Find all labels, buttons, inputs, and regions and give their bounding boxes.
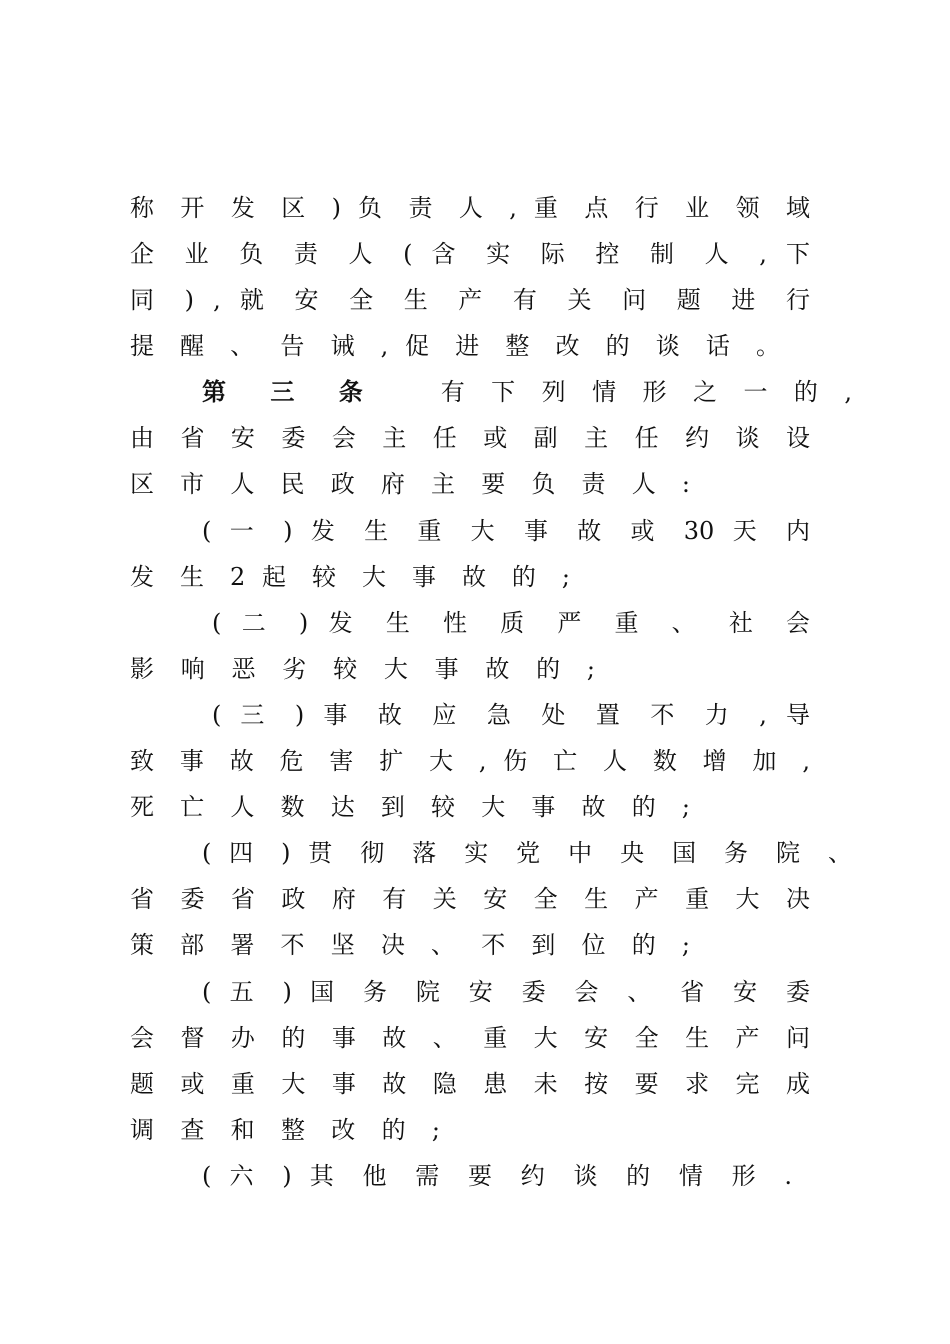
item-six-line-1: ( 六 ) 其 他 需 要 约 谈 的 情 形 . [202,1162,792,1190]
item-five-line-3: 题 或 重 大 事 故 隐 患 未 按 要 求 完 成 [130,1070,810,1098]
article-three-line [202,374,852,410]
item-one-line-2: 发 生 2 起 较 大 事 故 的 ; [130,563,570,591]
item-two-line-1: ( 二 ) 发 生 性 质 严 重 、 社 会 [212,609,810,637]
text-line-1: 称 开 发 区 ) 负 责 人 , 重 点 行 业 领 域 [130,194,810,222]
item-five-line-1: ( 五 ) 国 务 院 安 委 会 、 省 安 委 [202,978,810,1006]
item-three-line-3: 死 亡 人 数 达 到 较 大 事 故 的 ; [130,793,690,821]
item-two-line-2: 影 响 恶 劣 较 大 事 故 的 ; [130,655,595,683]
item-five-line-2: 会 督 办 的 事 故 、 重 大 安 全 生 产 问 [130,1024,810,1052]
item-four-line-2: 省 委 省 政 府 有 关 安 全 生 产 重 大 决 [130,885,810,913]
text-line-2: 企 业 负 责 人 ( 含 实 际 控 制 人 , 下 [130,240,810,268]
item-four-line-3: 策 部 署 不 坚 决 、 不 到 位 的 ; [130,931,690,959]
item-three-line-2: 致 事 故 危 害 扩 大 , 伤 亡 人 数 增 加 , [130,747,810,775]
text-line-3: 同 ) , 就 安 全 生 产 有 关 问 题 进 行 [130,286,810,314]
article-three-intro: 有 下 列 情 形 之 一 的 , [440,378,852,406]
item-five-line-4: 调 查 和 整 改 的 ; [130,1116,440,1144]
text-line-7: 区 市 人 民 政 府 主 要 负 责 人 : [130,470,690,498]
text-line-4: 提 醒 、 告 诫 , 促 进 整 改 的 谈 话 。 [130,332,780,360]
item-four-line-1: ( 四 ) 贯 彻 落 实 党 中 央 国 务 院 、 [202,839,852,867]
text-line-6: 由 省 安 委 会 主 任 或 副 主 任 约 谈 设 [130,424,810,452]
item-three-line-1: ( 三 ) 事 故 应 急 处 置 不 力 , 导 [212,701,810,729]
item-one-line-1: ( 一 ) 发 生 重 大 事 故 或 30 天 内 [202,517,810,545]
article-heading: 第 三 条 [202,378,381,406]
